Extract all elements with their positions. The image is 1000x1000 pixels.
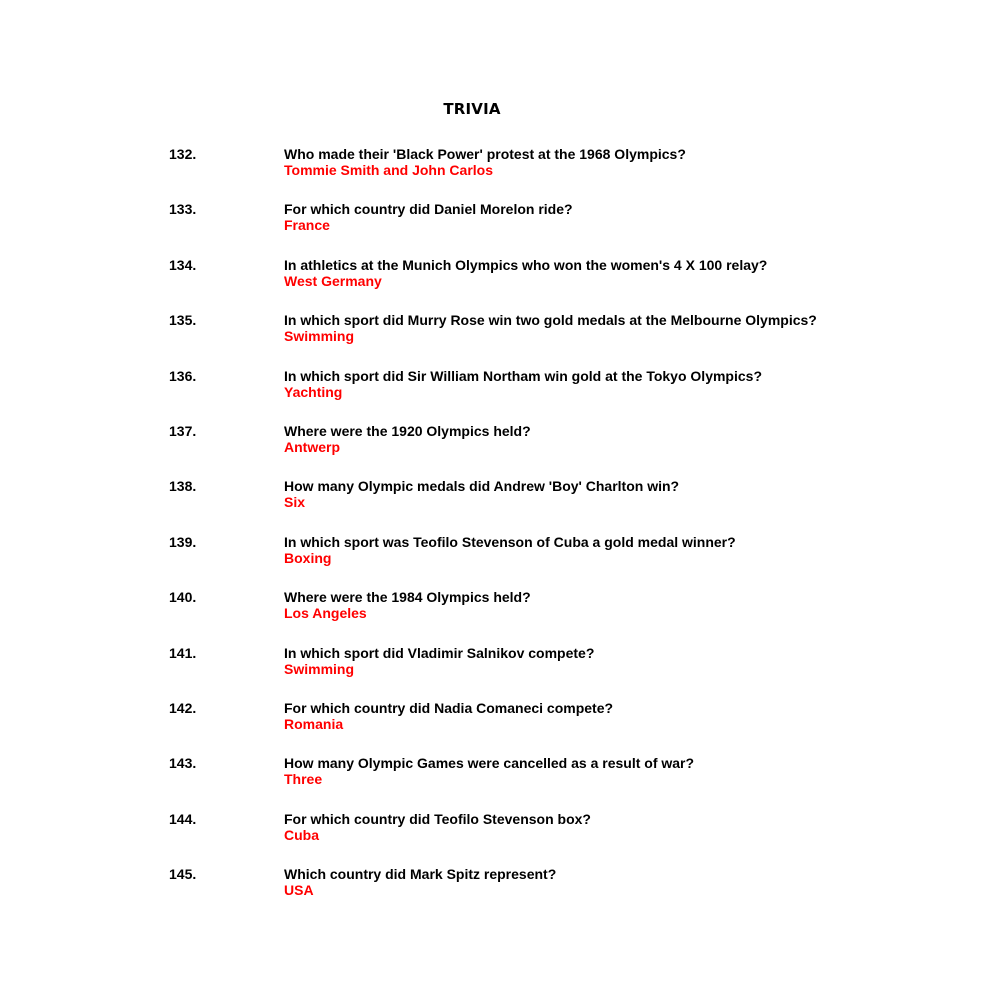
question-number: 135.	[169, 312, 197, 329]
question-text: In which sport was Teofilo Stevenson of Cuba a gold medal winner?	[284, 533, 736, 550]
trivia-item	[0, 257, 1000, 312]
question-text: In which sport did Sir William Northam win gold at the Tokyo Olympics?	[284, 367, 762, 384]
question-text: Where were the 1920 Olympics held?	[284, 422, 531, 439]
question-text: For which country did Nadia Comaneci compete?	[284, 699, 614, 716]
answer-text: USA	[284, 882, 314, 899]
question-text: How many Olympic Games were cancelled as a result of war?	[284, 755, 695, 772]
trivia-item	[0, 478, 1000, 533]
question-number: 134.	[169, 256, 197, 273]
answer-text: Romania	[284, 715, 344, 732]
question-number: 136.	[169, 367, 197, 384]
question-number: 142.	[169, 699, 197, 716]
question-number: 138.	[169, 478, 197, 495]
trivia-item	[0, 423, 1000, 478]
answer-text: Boxing	[284, 549, 332, 566]
answer-text: Los Angeles	[284, 605, 367, 622]
question-text: Where were the 1984 Olympics held?	[284, 589, 531, 606]
question-text: In which sport did Murry Rose win two gold medals at the Melbourne Olympics?	[284, 312, 817, 329]
question-number: 139.	[169, 533, 197, 550]
trivia-item	[0, 866, 1000, 921]
trivia-item	[0, 534, 1000, 589]
trivia-item	[0, 146, 1000, 201]
question-text: In which sport did Vladimir Salnikov compete?	[284, 644, 595, 661]
trivia-item	[0, 645, 1000, 700]
answer-text: Yachting	[284, 383, 343, 400]
trivia-item	[0, 368, 1000, 423]
answer-text: France	[284, 217, 330, 234]
question-text: Which country did Mark Spitz represent?	[284, 866, 557, 883]
answer-text: Six	[284, 494, 306, 511]
answer-text: Cuba	[284, 826, 319, 843]
trivia-item	[0, 755, 1000, 810]
answer-text: Swimming	[284, 328, 355, 345]
question-text: Who made their 'Black Power' protest at the 1968 Olympics?	[284, 146, 686, 162]
question-number: 137.	[169, 422, 197, 439]
answer-text: Antwerp	[284, 438, 340, 455]
answer-text: Tommie Smith and John Carlos	[284, 162, 493, 178]
trivia-item	[0, 589, 1000, 644]
question-text: In athletics at the Munich Olympics who won the women's 4 X 100 relay?	[284, 256, 768, 273]
question-number: 140.	[169, 589, 197, 606]
answer-text: West Germany	[284, 272, 382, 289]
trivia-item	[0, 312, 1000, 367]
question-number: 143.	[169, 755, 197, 772]
question-number: 144.	[169, 810, 197, 827]
answer-text: Swimming	[284, 660, 355, 677]
page-title: TRIVIA	[443, 100, 501, 118]
trivia-item	[0, 811, 1000, 866]
question-number: 145.	[169, 866, 197, 883]
answer-text: Three	[284, 771, 323, 788]
question-text: For which country did Teofilo Stevenson box?	[284, 810, 591, 827]
trivia-item	[0, 700, 1000, 755]
question-number: 132.	[169, 146, 197, 162]
question-number: 141.	[169, 644, 197, 661]
trivia-list	[0, 146, 1000, 921]
question-text: For which country did Daniel Morelon ride?	[284, 201, 573, 218]
question-number: 133.	[169, 201, 197, 218]
question-text: How many Olympic medals did Andrew 'Boy' Charlton win?	[284, 478, 680, 495]
trivia-item	[0, 201, 1000, 256]
